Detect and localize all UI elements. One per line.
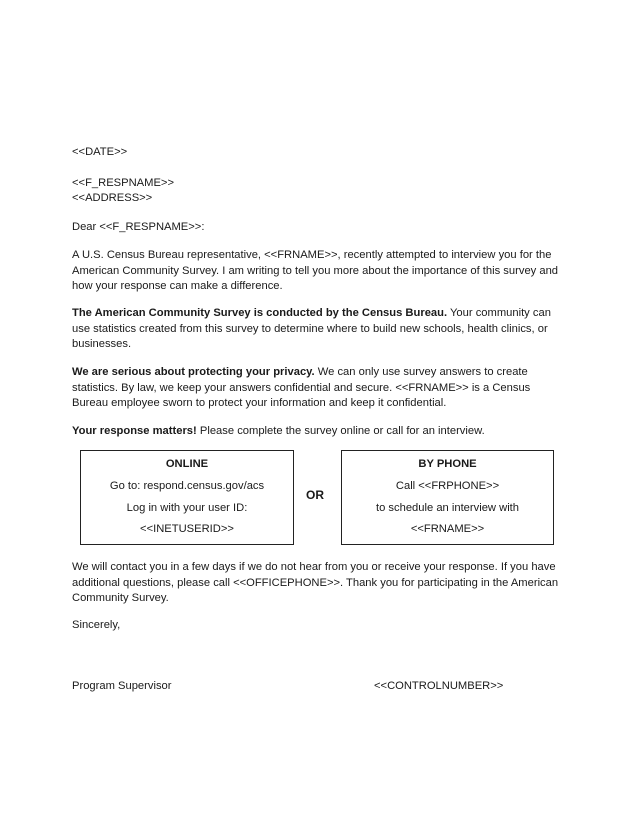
online-option-box [80,450,294,545]
control-number: <<CONTROLNUMBER>> [374,680,504,692]
online-box-url: Go to: respond.census.gov/acs [109,480,265,492]
phone-box-fr-name: <<FRNAME>> [410,523,485,535]
paragraph-response-matters [72,424,560,440]
online-box-heading: ONLINE [165,458,209,470]
letter-date: <<DATE>> [72,146,128,158]
paragraph-intro: A U.S. Census Bureau representative, <<FRNAME>>, recently attempted to interview you for the American Community Survey. I am writing to tell you more about the importance of this survey and how your response can make a difference. [72,249,559,292]
recipient-name: <<F_RESPNAME>> [72,177,174,189]
paragraph-privacy-lead: We are serious about protecting your privacy. [72,366,315,378]
paragraph-privacy-body: We can only use survey answers to create statistics. By law, we keep your answers confidential and secure. <<FRNAME>> is a Census Bureau employee sworn to protect your information and keep it confidential. [72,366,531,409]
paragraph-survey-purpose-lead: The American Community Survey is conducted by the Census Bureau. [72,307,448,319]
signature-title: Program Supervisor [72,680,172,692]
online-box-user-id: <<INETUSERID>> [140,523,234,535]
closing: Sincerely, [72,619,121,631]
phone-box-heading: BY PHONE [418,458,477,470]
paragraph-response-matters-body: Please complete the survey online or call for an interview. [196,425,485,437]
recipient-address: <<ADDRESS>> [72,192,153,204]
paragraph-followup: We will contact you in a few days if we do not hear from you or receive your response. If you have additional questions, please call <<OFFICEPHONE>>. Thank you for participating in the American Community Survey. [72,561,559,604]
phone-box-schedule: to schedule an interview with [375,502,520,514]
phone-option-box [341,450,554,545]
or-separator: OR [306,488,324,502]
paragraph-survey-purpose-body: Your community can use statistics created from this survey to determine where to build new schools, health clinics, or businesses. [72,307,551,350]
paragraph-response-matters-lead: Your response matters! [72,425,197,437]
paragraph-survey-purpose [72,306,560,353]
paragraph-privacy [72,365,560,412]
salutation: Dear <<F_RESPNAME>>: [72,221,205,233]
phone-box-call: Call <<FRPHONE>> [395,480,500,492]
online-box-login: Log in with your user ID: [126,502,248,514]
